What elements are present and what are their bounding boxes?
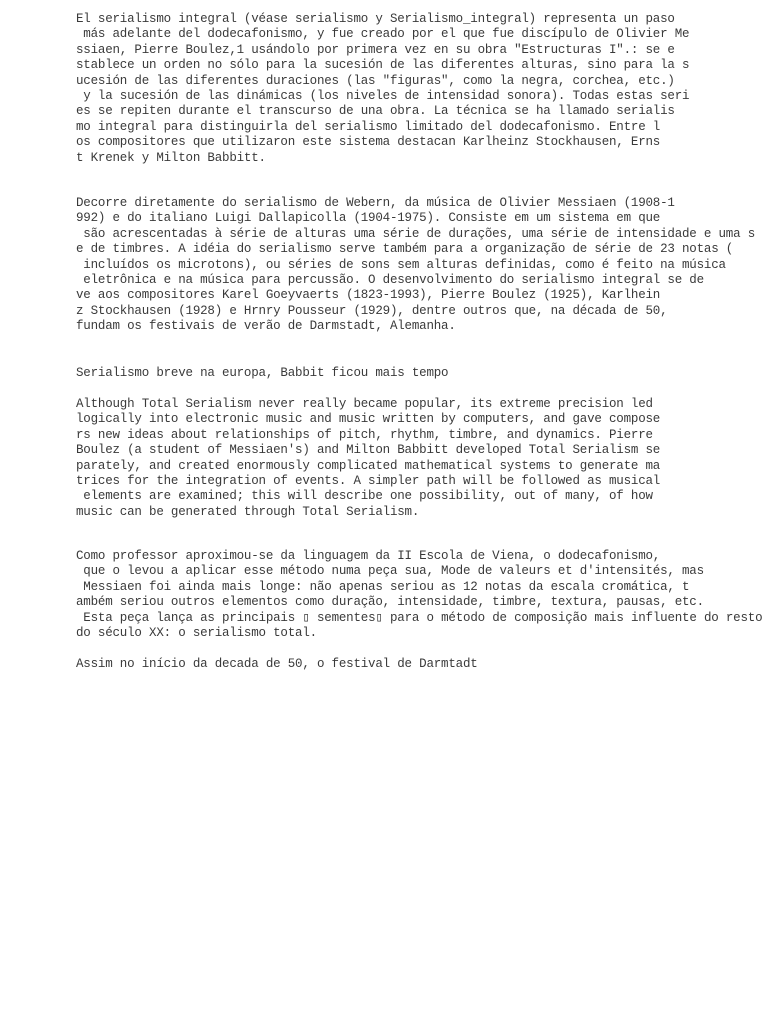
text-line: Boulez (a student of Messiaen's) and Milton Babbitt developed Total Serialism se bbox=[76, 443, 661, 458]
text-line: 992) e do italiano Luigi Dallapicolla (1904-1975). Consiste em um sistema em que bbox=[76, 211, 661, 226]
text-line: logically into electronic music and music written by computers, and gave compose bbox=[76, 412, 661, 427]
paragraph-messiaen-pt bbox=[76, 549, 762, 641]
text-line: music can be generated through Total Serialism. bbox=[76, 504, 420, 519]
text-line: Esta peça lança as principais ▯ sementes▯ para o método de composição mais influente do resto bbox=[76, 610, 763, 625]
paragraph-serialismo-integral-pt bbox=[76, 196, 755, 335]
text-line: t Krenek y Milton Babbitt. bbox=[76, 150, 266, 165]
text-line: Serialismo breve na europa, Babbit ficou mais tempo bbox=[76, 366, 449, 380]
text-line: e de timbres. A idéia do serialismo serve também para a organização de série de 23 notas ( bbox=[76, 242, 734, 257]
text-line: ambém seriou outros elementos como duração, intensidade, timbre, textura, pausas, etc. bbox=[76, 595, 704, 610]
text-line: elements are examined; this will describe one possibility, out of many, of how bbox=[76, 489, 653, 504]
text-line: es se repiten durante el transcurso de una obra. La técnica se ha llamado serialis bbox=[76, 104, 675, 119]
text-line: mo integral para distinguirla del serialismo limitado del dodecafonismo. Entre l bbox=[76, 119, 661, 134]
text-line: são acrescentadas à série de alturas uma série de durações, uma série de intensidade e uma s bbox=[76, 226, 756, 241]
paragraph-total-serialism-en bbox=[76, 397, 660, 520]
text-line: z Stockhausen (1928) e Hrnry Pousseur (1929), dentre outros que, na década de 50, bbox=[76, 303, 668, 318]
text-line: más adelante del dodecafonismo, y fue creado por el que fue discípulo de Olivier Me bbox=[76, 27, 690, 42]
text-line: El serialismo integral (véase serialismo y Serialismo_integral) representa un paso bbox=[76, 12, 675, 26]
text-line: ucesión de las diferentes duraciones (las "figuras", como la negra, corchea, etc.) bbox=[76, 73, 675, 88]
text-line: stablece un orden no sólo para la sucesión de las diferentes alturas, sino para la s bbox=[76, 58, 690, 73]
text-line: que o levou a aplicar esse método numa peça sua, Mode de valeurs et d'intensités, mas bbox=[76, 564, 704, 579]
text-line: Como professor aproximou-se da linguagem da II Escola de Viena, o dodecafonismo, bbox=[76, 549, 661, 563]
text-line: ve aos compositores Karel Goeyvaerts (1823-1993), Pierre Boulez (1925), Karlhein bbox=[76, 288, 661, 303]
text-line: rs new ideas about relationships of pitch, rhythm, timbre, and dynamics. Pierre bbox=[76, 427, 653, 442]
paragraph-serialismo-integral-es bbox=[76, 12, 689, 166]
text-line: Decorre diretamente do serialismo de Webern, da música de Olivier Messiaen (1908-1 bbox=[76, 196, 675, 210]
text-line: parately, and created enormously complicated mathematical systems to generate ma bbox=[76, 458, 661, 473]
text-line: Assim no início da decada de 50, o festival de Darmtadt bbox=[76, 657, 478, 671]
text-line: eletrônica e na música para percussão. O desenvolvimento do serialismo integral se de bbox=[76, 272, 704, 287]
text-line: trices for the integration of events. A simpler path will be followed as musical bbox=[76, 473, 661, 488]
text-line: Although Total Serialism never really became popular, its extreme precision led bbox=[76, 397, 653, 411]
paragraph-darmstadt-note bbox=[76, 657, 478, 672]
text-line: do século XX: o serialismo total. bbox=[76, 625, 317, 640]
text-line: ssiaen, Pierre Boulez,1 usándolo por primera vez en su obra "Estructuras I".: se e bbox=[76, 42, 675, 57]
text-line: y la sucesión de las dinámicas (los niveles de intensidad sonora). Todas estas seri bbox=[76, 88, 690, 103]
paragraph-serialismo-breve-note bbox=[76, 366, 448, 381]
text-line: Messiaen foi ainda mais longe: não apenas seriou as 12 notas da escala cromática, t bbox=[76, 579, 690, 594]
text-line: os compositores que utilizaron este sistema destacan Karlheinz Stockhausen, Erns bbox=[76, 135, 661, 150]
text-line: incluídos os microtons), ou séries de sons sem alturas definidas, como é feito na música bbox=[76, 257, 726, 272]
text-line: fundam os festivais de verão de Darmstadt, Alemanha. bbox=[76, 319, 456, 334]
